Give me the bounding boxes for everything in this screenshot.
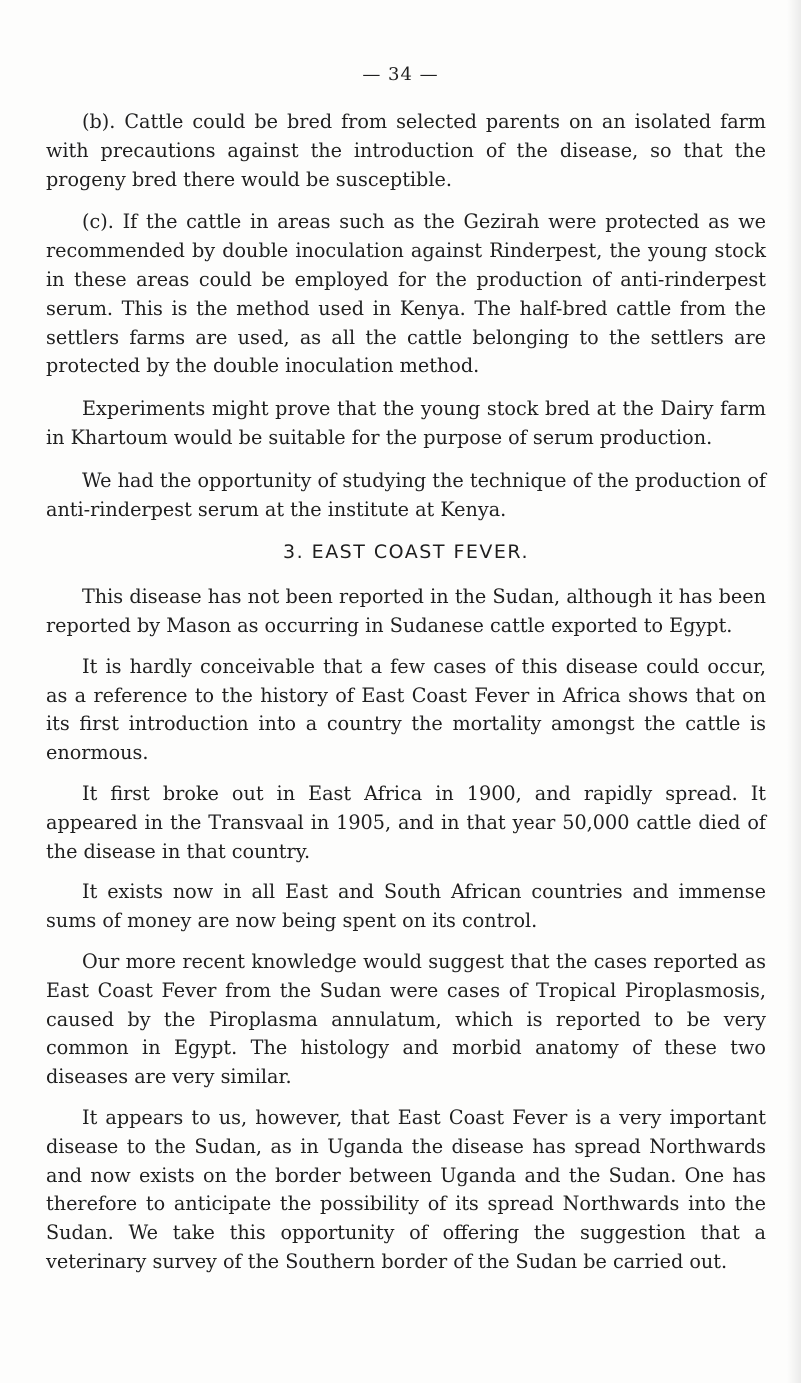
paragraph-history: It first broke out in East Africa in 1900, and rapidly spread. It appeared in the Transvaal in 1905, and in that year 50,000 cattle died of the disease in that country.: [46, 781, 766, 863]
paragraph-not-reported: This disease has not been reported in the Sudan, although it has been reported by Mason as occurring in Sudanese cattle exported to Egypt.: [46, 585, 766, 637]
section-heading: 3. EAST COAST FEVER.: [283, 541, 529, 564]
paragraph-conceivable: It is hardly conceivable that a few cases of this disease could occur, as a reference to the history of East Coast Fever in Africa shows that on its first introduction into a country the mortality amongst the cattle is enormous.: [46, 654, 766, 765]
paragraph-technique: We had the opportunity of studying the technique of the production of anti-rinderpest serum at the institute at Kenya.: [46, 468, 766, 521]
page-edge-shadow: [787, 0, 801, 1383]
paragraph-important-disease: It appears to us, however, that East Coast Fever is a very important disease to the Sudan, as in Uganda the disease has spread Northwards and now exists on the border between Uganda and the Sudan. One has therefore to anticipate the possibility of its spread Northwards into the Sudan. We take this opportunity of offering the suggestion that a veterinary survey of the Southern border of the Sudan be carried out.: [46, 1105, 766, 1273]
paragraph-experiments: Experiments might prove that the young stock bred at the Dairy farm in Khartoum would be suitable for the purpose of serum production.: [46, 397, 766, 449]
paragraph-c: (c). If the cattle in areas such as the Gezirah were protected as we recommended by double inoculation against Rinderpest, the young stock in these areas could be employed for the production of anti-rinderpest serum. This is the method used in Kenya. The half-bred cattle from the settlers farms are used, as all the cattle belonging to the settlers are protected by the double inoculation method.: [46, 210, 766, 378]
paragraph-b: (b). Cattle could be bred from selected parents on an isolated farm with precautions against the introduction of the disease, so that the progeny bred there would be susceptible.: [46, 110, 766, 191]
paragraph-recent-knowledge: Our more recent knowledge would suggest that the cases reported as East Coast Fever from the Sudan were cases of Tropical Piroplasmosis, caused by the Piroplasma annulatum, which is reported to be very common in Egypt. The histology and morbid anatomy of these two diseases are very similar.: [46, 949, 766, 1089]
paragraph-exists-now: It exists now in all East and South African countries and immense sums of money are now being spent on its control.: [46, 880, 766, 933]
page-number: — 34 —: [362, 64, 439, 85]
body-text: [46, 108, 766, 1289]
